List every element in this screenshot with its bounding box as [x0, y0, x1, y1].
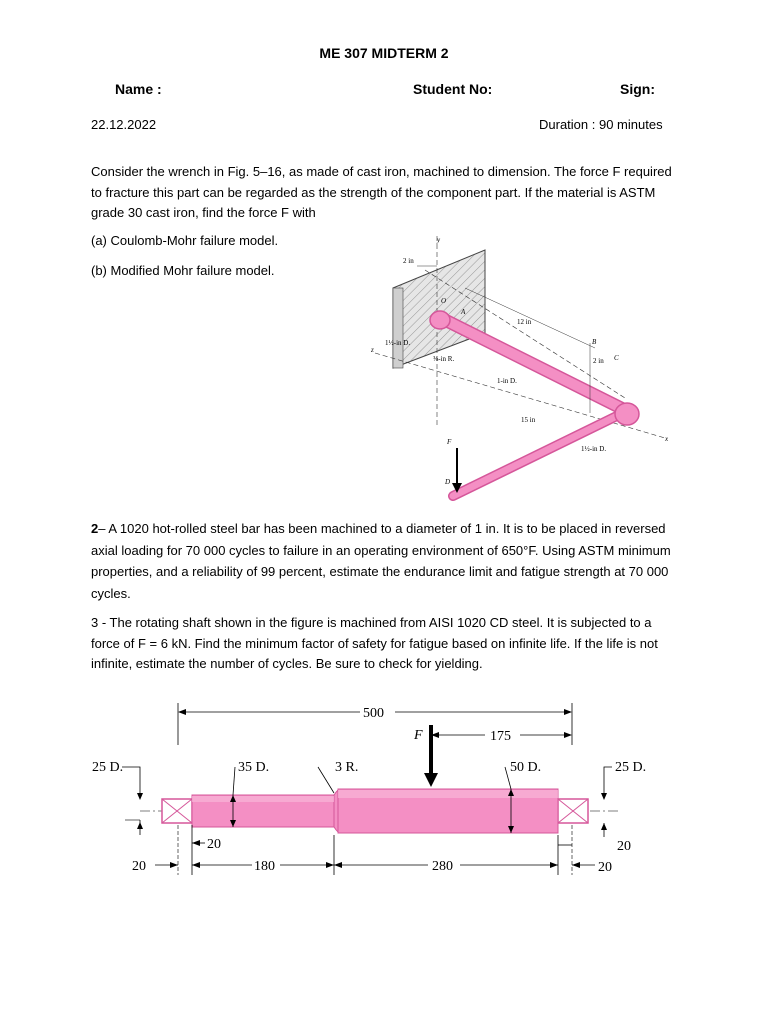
wrench-figure — [365, 228, 685, 508]
wrench-label-o: O — [441, 297, 447, 305]
wrench-dim-1half-d: 1½-in D. — [385, 339, 411, 347]
wrench-label-f: F — [447, 438, 452, 446]
q2-number: 2 — [91, 521, 99, 536]
wrench-dim-15in: 15 in — [521, 416, 536, 424]
wrench-dim-2in-right: 2 in — [593, 357, 604, 365]
q1-text: Consider the wrench in Fig. 5–16, as made of cast iron, machined to dimension. The force F required to fracture this part can be regarded as the strength of the component part. If the material is ASTM grade 30 cast iron, find the force F with — [91, 164, 672, 220]
shaft-dim-280: 280 — [432, 859, 453, 874]
q2-body: – A 1020 hot-rolled steel bar has been machined to a diameter of 1 in. It is to be placed in reversed axial loading for 70 000 cycles to failure in an operating environment of 650°F. Using ASTM minimum properties, and a reliability of 99 percent, estimate the endurance limit and fatigue strength at 70 000 cycles. — [91, 521, 671, 601]
shaft-dim-20-right-inner: 20 — [617, 839, 631, 854]
page-title: ME 307 MIDTERM 2 — [319, 45, 449, 61]
sign-label: Sign: — [620, 81, 655, 97]
wrench-label-c: C — [614, 354, 619, 362]
exam-duration: Duration : 90 minutes — [539, 117, 663, 132]
exam-date: 22.12.2022 — [91, 117, 157, 132]
shaft-dim-35d: 35 D. — [238, 760, 270, 775]
shaft-dim-20-right-outer: 20 — [598, 860, 612, 875]
wrench-dim-3-8-r: ⅜-in R. — [433, 355, 455, 363]
shaft-figure — [80, 695, 680, 885]
wrench-label-b: B — [592, 338, 597, 346]
q3-text: 3 - The rotating shaft shown in the figure is machined from AISI 1020 CD steel. It is subjected to a force of F = 6 kN. Find the minimum factor of safety for fatigue based on infinite life. If the life is not infinite, estimate the number of cycles. Be sure to check for yielding. — [91, 615, 658, 671]
shaft-dim-25d-right: 25 D. — [615, 760, 647, 775]
shaft-label-f: F — [414, 728, 423, 743]
student-no-label: Student No: — [413, 81, 493, 97]
shaft-dim-175: 175 — [490, 729, 511, 744]
wrench-label-z: z — [371, 346, 374, 354]
q1-part-a: (a) Coulomb-Mohr failure model. — [91, 233, 279, 248]
wrench-label-y: y — [437, 236, 441, 244]
q2-text — [91, 518, 681, 604]
shaft-dim-50d: 50 D. — [510, 760, 542, 775]
shaft-dim-3r: 3 R. — [335, 760, 359, 775]
wrench-dim-2in-top: 2 in — [403, 257, 414, 265]
wrench-label-d: D — [445, 478, 451, 486]
shaft-dim-20-left-inner: 20 — [207, 837, 221, 852]
shaft-dim-500: 500 — [363, 706, 384, 721]
name-label: Name : — [115, 81, 162, 97]
wrench-dim-1half-d-right: 1½-in D. — [581, 445, 607, 453]
wrench-dim-12in: 12 in — [517, 318, 532, 326]
shaft-dim-20-left-outer: 20 — [132, 859, 146, 874]
shaft-dim-180: 180 — [254, 859, 275, 874]
wrench-label-a: A — [461, 308, 466, 316]
q1-part-b: (b) Modified Mohr failure model. — [91, 263, 275, 278]
shaft-dim-25d-left: 25 D. — [92, 760, 124, 775]
wrench-label-x: x — [665, 435, 669, 443]
wrench-dim-1in-d: 1-in D. — [497, 377, 517, 385]
